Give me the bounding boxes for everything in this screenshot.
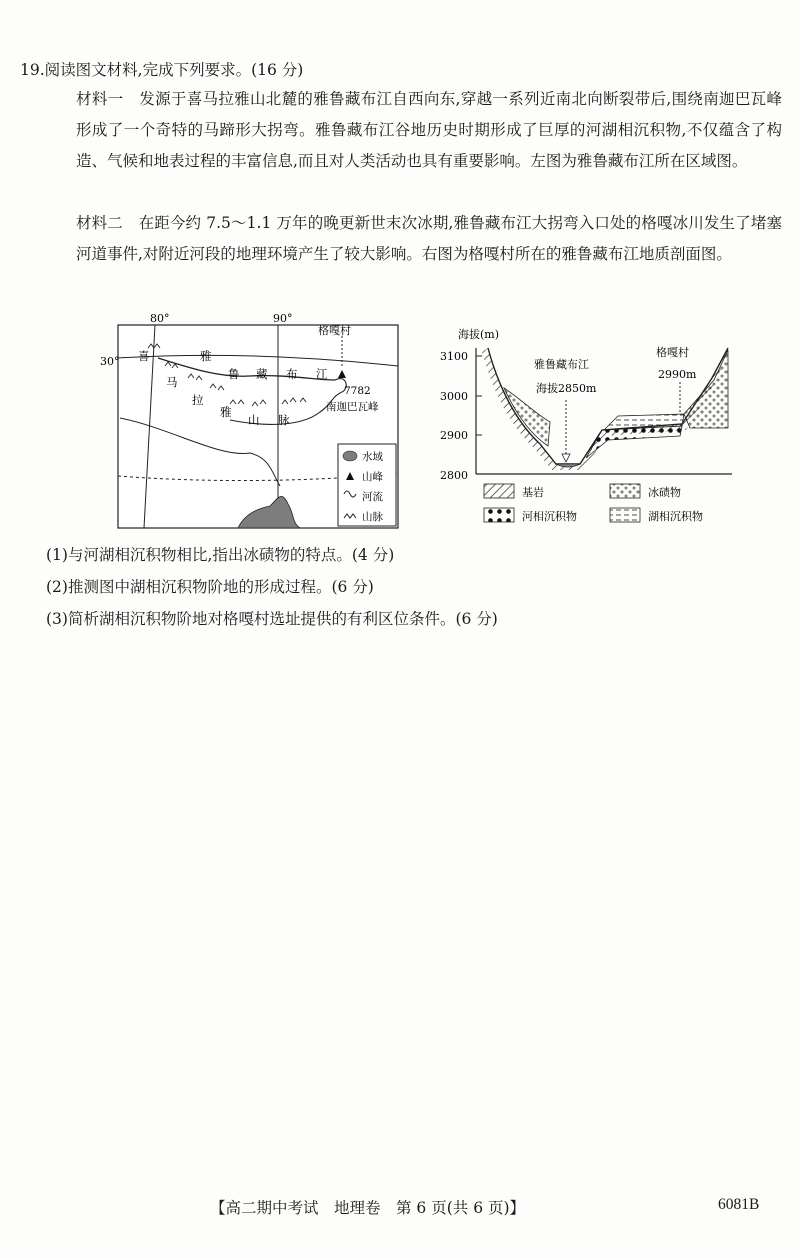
river-char-5: 江 [316, 367, 328, 381]
subquestion-2: (2)推测图中湖相沉积物阶地的形成过程。(6 分) [46, 578, 374, 596]
mountain-char-4: 雅 [220, 405, 232, 419]
village-label: 格嘎村 [656, 346, 689, 359]
river-char-4: 布 [286, 367, 298, 381]
subquestion-3: (3)简析湖相沉积物阶地对格嘎村选址提供的有利区位条件。(6 分) [46, 610, 498, 628]
fluvial-layer [586, 426, 682, 458]
legend-lake-swatch [610, 508, 640, 522]
footer-code: 6081B [718, 1196, 760, 1213]
tick-2900: 2900 [440, 429, 468, 442]
village-label: 格嘎村 [318, 324, 351, 337]
region-map [100, 308, 410, 533]
tick-3100: 3100 [440, 350, 468, 363]
mountain-char-2: 马 [166, 375, 178, 389]
legend-bedrock-label: 基岩 [522, 486, 544, 499]
mountain-char-3: 拉 [192, 393, 204, 407]
legend-moraine-swatch [610, 484, 640, 498]
village-elev-label: 2990m [658, 368, 697, 381]
legend-water-label: 水域 [362, 451, 383, 463]
footer-center: 【高二期中考试 地理卷 第 6 页(共 6 页)】 [210, 1199, 526, 1217]
peak-height-label: 7782 [344, 385, 371, 397]
mountain-char-6: 脉 [278, 413, 290, 427]
tick-3000: 3000 [440, 390, 468, 403]
peak-name-label: 南迦巴瓦峰 [326, 401, 379, 413]
question-title: 19.阅读图文材料,完成下列要求。(16 分) [20, 61, 304, 79]
river-elev-label: 海拔2850m [536, 382, 597, 395]
mountain-char-1: 喜 [138, 349, 150, 363]
material-1 [46, 84, 782, 177]
lat-30-label: 30° [100, 355, 120, 368]
subquestion-1: (1)与河湖相沉积物相比,指出冰碛物的特点。(4 分) [46, 546, 395, 564]
legend-bedrock-swatch [484, 484, 514, 498]
river-arrow [562, 454, 570, 462]
legend-water-icon [343, 451, 357, 461]
legend-fluvial-label: 河相沉积物 [522, 510, 577, 523]
legend-river-label: 河流 [362, 491, 383, 503]
lon-90-label: 90° [273, 312, 293, 325]
river-char-2: 鲁 [228, 367, 240, 381]
mountain-char-5: 山 [248, 413, 260, 427]
legend-mountain-label: 山脉 [362, 511, 383, 523]
river-label: 雅鲁藏布江 [534, 358, 589, 371]
river-char-1: 雅 [200, 349, 212, 363]
tick-2800: 2800 [440, 469, 468, 482]
legend-fluvial-swatch [484, 508, 514, 522]
material-1-text: 材料一 发源于喜马拉雅山北麓的雅鲁藏布江自西向东,穿越一系列近南北向断裂带后,围绕南迦巴瓦峰形成了一个奇特的马蹄形大拐弯。雅鲁藏布江谷地历史时期形成了巨厚的河湖相沉积物,不仅蕴含了构造、气候和地表过程的丰富信息,而且对人类活动也具有重要影响。左图为雅鲁藏布江所在区域图。 [76, 90, 782, 170]
river-char-3: 藏 [256, 367, 268, 381]
legend-moraine-label: 冰碛物 [648, 486, 681, 499]
geologic-profile [432, 318, 744, 533]
legend-peak-label: 山峰 [362, 471, 383, 483]
legend-lake-label: 湖相沉积物 [648, 510, 703, 523]
lon-80-label: 80° [150, 312, 170, 325]
material-2-text: 材料二 在距今约 7.5～1.1 万年的晚更新世末次冰期,雅鲁藏布江大拐弯入口处的格嘎冰川发生了堵塞河道事件,对附近河段的地理环境产生了较大影响。右图为格嘎村所在的雅鲁藏布江地质剖面图。 [76, 214, 782, 263]
material-2 [46, 208, 782, 270]
profile-ylabel: 海拔(m) [458, 328, 500, 341]
